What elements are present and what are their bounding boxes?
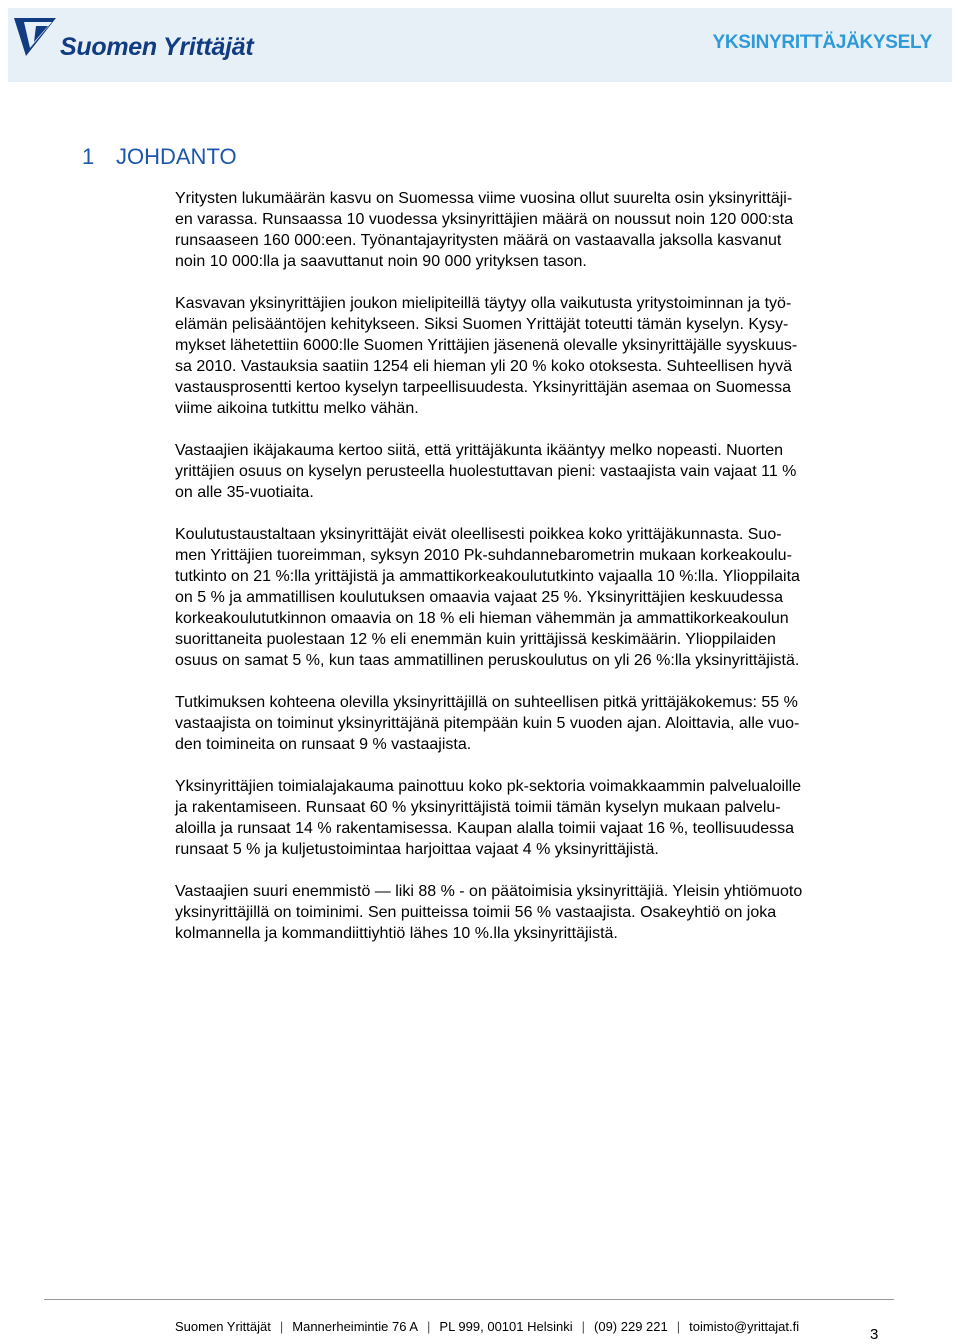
suomen-yrittajat-logo-mark-icon [14,18,56,60]
paragraph: Kasvavan yksinyrittäjien joukon mielipiteillä täytyy olla vaikutusta yritystoiminnan ja työ- elämän pelisääntöjen kehitykseen. Siksi Suomen Yrittäjät toteutti tämän kyselyn. Kysy- mykset lähetettiin 6000:lle Suomen Yrittäjien jäsenenä olevalle yksinyrittäjälle syyskuus- sa 2010. Vastauksia saatiin 1254 eli hieman yli 20 % koko otoksesta. Suhteellisen hyvä vastausprosentti kertoo kyselyn tarpeellisuudesta. Yksinyrittäjän asemaa on Suomessa viime aikoina tutkittu melko vähän. [175,295,798,417]
footer [175,1319,799,1334]
paragraph: Yritysten lukumäärän kasvu on Suomessa viime vuosina ollut suurelta osin yksinyrittäji- en varassa. Runsaassa 10 vuodessa yksinyrittäjien määrä on noussut noin 120 000:sta runsaaseen 160 000:een. Työnantajayritysten määrä on vastaavalla jaksolla kasvanut noin 10 000:lla ja saavuttanut noin 90 000 yrityksen tason. [175,190,794,270]
paragraph: Vastaajien suuri enemmistö — liki 88 % - on päätoimisia yksinyrittäjiä. Yleisin yhtiömuoto yksinyrittäjillä on toiminimi. Sen puitteissa toimii 56 % vastaajista. Osakeyhtiö on joka kolmannella ja kommandiittiyhtiö lähes 10 %.lla yksinyrittäjistä. [175,883,803,942]
chapter-heading [82,144,237,170]
chapter-number: 1 [82,144,95,169]
chapter-title: JOHDANTO [116,144,237,169]
footer-separator: | [279,1319,284,1334]
page-number: 3 [870,1326,879,1343]
logo [14,18,253,60]
survey-title: YKSINYRITTÄJÄKYSELY [712,32,932,53]
body-text [175,188,895,965]
paragraph: Tutkimuksen kohteena olevilla yksinyrittäjillä on suhteellisen pitkä yrittäjäkokemus: 55 % vastaajista on toiminut yksinyrittäjänä pitempään kuin 5 vuoden ajan. Aloittavia, alle vuo- den toimineita on runsaat 9 % vastaajista. [175,694,800,753]
footer-separator: | [581,1319,586,1334]
logo-text: Suomen Yrittäjät [60,32,254,61]
paragraph: Vastaajien ikäjakauma kertoo siitä, että yrittäjäkunta ikääntyy melko nopeasti. Nuorten yrittäjien osuus on kyselyn perusteella huolestuttavan pieni: vastaajista vain vajaat 11 % on alle 35-vuotiaita. [175,442,797,501]
footer-address: Mannerheimintie 76 A [292,1319,419,1334]
footer-divider [44,1299,894,1300]
paragraph: Koulutustaustaltaan yksinyrittäjät eivät oleellisesti poikkea koko yrittäjäkunnasta. Suo- men Yrittäjien tuoreimman, syksyn 2010 Pk-suhdannebarometrin mukaan korkeakoulu- tutkinto on 21 %:lla yrittäjistä ja ammattikorkeakoulututkinto vajaalla 10 %:lla. Ylioppilaita on 5 % ja ammatillisen koulutuksen omaavia vajaat 25 %. Yksinyrittäjien keskuudessa korkeakoulututkinnon omaavia on 18 % eli hieman vähemmän ja ammattikorkeakoulun suorittaneita puolestaan 12 % eli enemmän kuin yrittäjissä keskimäärin. Ylioppilaiden osuus on samat 5 %, kun taas ammatillinen peruskoulutus on yli 26 %:lla yksinyrittäjistä. [175,526,800,669]
footer-email: toimisto@yrittajat.fi [689,1319,800,1334]
footer-postbox: PL 999, 00101 Helsinki [439,1319,573,1334]
footer-phone: (09) 229 221 [594,1319,668,1334]
footer-org: Suomen Yrittäjät [175,1319,271,1334]
paragraph: Yksinyrittäjien toimialajakauma painottuu koko pk-sektoria voimakkaammin palvelualoille ja rakentamiseen. Runsaat 60 % yksinyrittäjistä toimii tämän kyselyn mukaan palvelu- aloilla ja runsaat 14 % rakentamisessa. Kaupan alalla toimii vajaat 16 %, teollisuudessa runsaat 5 % ja kuljetustoimintaa harjoittaa vajaat 4 % yksinyrittäjistä. [175,778,802,858]
footer-separator: | [676,1319,681,1334]
footer-separator: | [427,1319,431,1334]
